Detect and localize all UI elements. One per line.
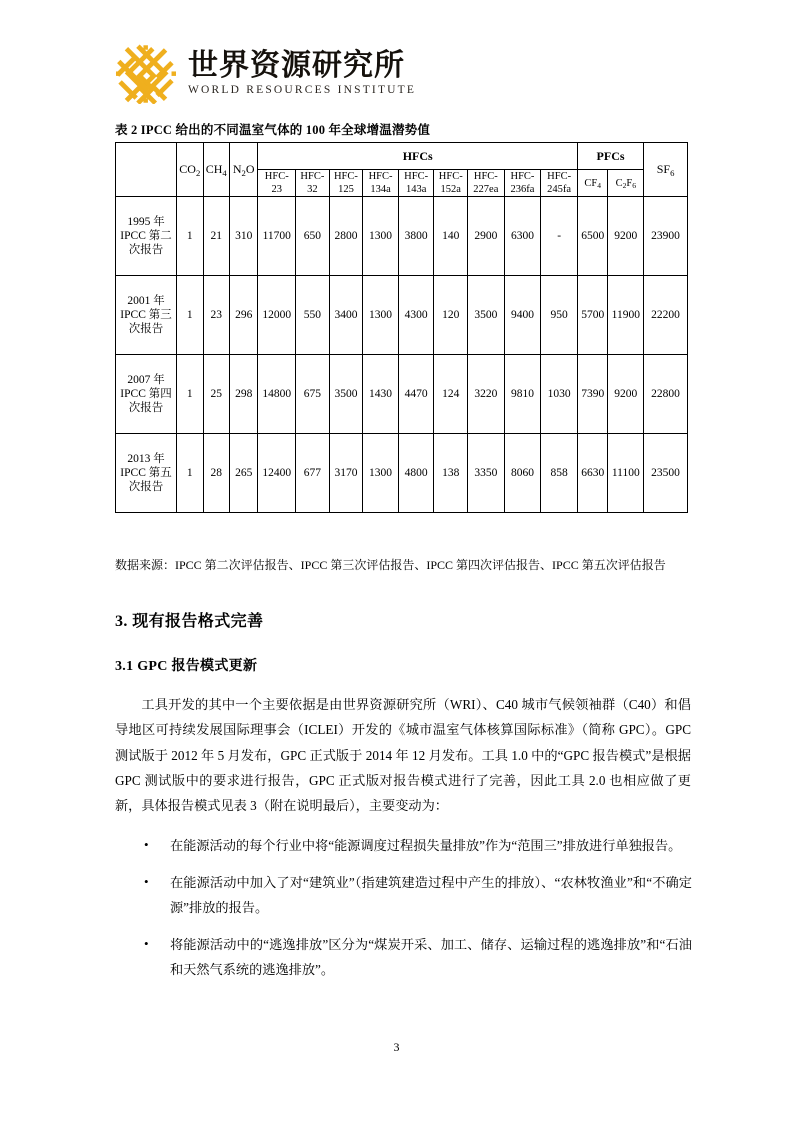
cell-hfc-152a: 140 bbox=[434, 197, 468, 276]
cell-cf4: 6630 bbox=[577, 434, 608, 513]
cell-hfc-236fa: 9810 bbox=[504, 355, 541, 434]
row-label: 2013 年 IPCC 第五次报告 bbox=[116, 434, 177, 513]
cell-n2o: 298 bbox=[229, 355, 257, 434]
section-heading-1: 3. 现有报告格式完善 bbox=[115, 613, 264, 630]
corner-blank-cell bbox=[116, 143, 177, 197]
cell-hfc-125: 3400 bbox=[329, 276, 363, 355]
cell-c2f6: 9200 bbox=[608, 355, 644, 434]
cell-sf6: 23900 bbox=[644, 197, 688, 276]
page-number: 3 bbox=[393, 1040, 400, 1054]
table-row bbox=[116, 197, 688, 276]
header-hfc-143a: HFC- 143a bbox=[398, 170, 434, 197]
cell-hfc-143a: 4800 bbox=[398, 434, 434, 513]
wri-logo bbox=[114, 44, 416, 104]
cell-hfc-134a: 1430 bbox=[363, 355, 399, 434]
list-item-text: 在能源活动的每个行业中将“能源调度过程损失量排放”作为“范围三”排放进行单独报告。 bbox=[170, 838, 682, 853]
cell-hfc-23: 14800 bbox=[258, 355, 296, 434]
cell-hfc-245fa: 950 bbox=[541, 276, 578, 355]
header-hfc-23: HFC- 23 bbox=[258, 170, 296, 197]
gwp-table bbox=[115, 142, 688, 513]
cell-ch4: 28 bbox=[203, 434, 229, 513]
cell-cf4: 7390 bbox=[577, 355, 608, 434]
header-co2: $CO_2$ bbox=[177, 143, 203, 197]
gwp-table-container bbox=[115, 142, 688, 513]
cell-cf4: 6500 bbox=[577, 197, 608, 276]
table-group-header-row bbox=[116, 143, 688, 170]
cell-hfc-143a: 4300 bbox=[398, 276, 434, 355]
cell-co2: 1 bbox=[177, 197, 203, 276]
cell-hfc-236fa: 6300 bbox=[504, 197, 541, 276]
cell-hfc-23: 12400 bbox=[258, 434, 296, 513]
header-n2o: $N_2O$ bbox=[229, 143, 257, 197]
cell-hfc-245fa: 1030 bbox=[541, 355, 578, 434]
cell-hfc-32: 550 bbox=[296, 276, 330, 355]
cell-c2f6: 11900 bbox=[608, 276, 644, 355]
header-ch4: $CH_4$ bbox=[203, 143, 229, 197]
list-item-text: 在能源活动中加入了对“建筑业”（指建筑建造过程中产生的排放）、“农林牧渔业”和“不确定源”排放的报告。 bbox=[170, 875, 692, 916]
bullet-marker-icon: • bbox=[144, 936, 149, 952]
cell-hfc-227ea: 3220 bbox=[468, 355, 505, 434]
table-source-note: 数据来源：IPCC 第二次评估报告、IPCC 第三次评估报告、IPCC 第四次评估报告、IPCC 第五次评估报告 bbox=[115, 558, 666, 572]
logo-english-name: WORLD RESOURCES INSTITUTE bbox=[188, 83, 417, 96]
header-hfc-32: HFC- 32 bbox=[296, 170, 330, 197]
cell-co2: 1 bbox=[177, 276, 203, 355]
cell-c2f6: 9200 bbox=[608, 197, 644, 276]
cell-hfc-125: 3500 bbox=[329, 355, 363, 434]
table-row bbox=[116, 355, 688, 434]
cell-hfc-143a: 3800 bbox=[398, 197, 434, 276]
row-label: 2001 年 IPCC 第三次报告 bbox=[116, 276, 177, 355]
body-paragraph: 工具开发的其中一个主要依据是由世界资源研究所（WRI）、C40 城市气候领袖群（C40）和倡导地区可持续发展国际理事会（ICLEI）开发的《城市温室气体核算国际标准》（简称 GPC）。GPC 测试版于 2012 年 5 月发布，GPC 正式版于 2014 年 12 月发布。工具 1.0 中的“GPC 报告模式”是根据 GPC 测试版中的要求进行报告，GPC 正式版对报告模式进行了完善，因此工具 2.0 也相应做了更新，具体报告模式见表 3（附在说明最后），主要变动为： bbox=[115, 697, 691, 814]
section-heading-2: 3.1 GPC 报告模式更新 bbox=[115, 659, 258, 674]
cell-co2: 1 bbox=[177, 355, 203, 434]
logo-chinese-name: 世界资源研究所 bbox=[188, 49, 405, 83]
cell-hfc-134a: 1300 bbox=[363, 434, 399, 513]
header-c2f6: $C_2F_6$ bbox=[608, 170, 644, 197]
cell-n2o: 310 bbox=[229, 197, 257, 276]
cell-ch4: 21 bbox=[203, 197, 229, 276]
table-caption: 表 2 IPCC 给出的不同温室气体的 100 年全球增温潜势值 bbox=[115, 123, 431, 137]
gwp-table-body bbox=[116, 197, 688, 513]
cell-hfc-245fa: - bbox=[541, 197, 578, 276]
cell-hfc-32: 650 bbox=[296, 197, 330, 276]
cell-hfc-143a: 4470 bbox=[398, 355, 434, 434]
bullet-list bbox=[144, 833, 692, 994]
header-hfc-227ea: HFC- 227ea bbox=[468, 170, 505, 197]
cell-hfc-236fa: 9400 bbox=[504, 276, 541, 355]
row-label: 1995 年 IPCC 第二次报告 bbox=[116, 197, 177, 276]
table-row bbox=[116, 434, 688, 513]
cell-ch4: 23 bbox=[203, 276, 229, 355]
header-hfc-134a: HFC- 134a bbox=[363, 170, 399, 197]
cell-sf6: 22800 bbox=[644, 355, 688, 434]
cell-hfc-23: 12000 bbox=[258, 276, 296, 355]
table-row bbox=[116, 276, 688, 355]
list-item bbox=[144, 833, 692, 858]
header-hfc-236fa: HFC- 236fa bbox=[504, 170, 541, 197]
cell-hfc-236fa: 8060 bbox=[504, 434, 541, 513]
cell-hfc-152a: 138 bbox=[434, 434, 468, 513]
cell-hfc-32: 677 bbox=[296, 434, 330, 513]
header-cf4: $CF_4$ bbox=[577, 170, 608, 197]
list-item bbox=[144, 932, 692, 982]
cell-n2o: 296 bbox=[229, 276, 257, 355]
list-item bbox=[144, 870, 692, 920]
cell-co2: 1 bbox=[177, 434, 203, 513]
cell-hfc-227ea: 2900 bbox=[468, 197, 505, 276]
cell-hfc-23: 11700 bbox=[258, 197, 296, 276]
cell-hfc-152a: 120 bbox=[434, 276, 468, 355]
wri-knot-logo-icon bbox=[114, 44, 178, 104]
header-sf6: $SF_6$ bbox=[644, 143, 688, 197]
header-hfc-125: HFC- 125 bbox=[329, 170, 363, 197]
row-label: 2007 年 IPCC 第四次报告 bbox=[116, 355, 177, 434]
cell-hfc-125: 3170 bbox=[329, 434, 363, 513]
cell-sf6: 22200 bbox=[644, 276, 688, 355]
cell-hfc-152a: 124 bbox=[434, 355, 468, 434]
header-group-pfcs: PFCs bbox=[577, 143, 643, 170]
cell-hfc-227ea: 3350 bbox=[468, 434, 505, 513]
cell-hfc-125: 2800 bbox=[329, 197, 363, 276]
cell-n2o: 265 bbox=[229, 434, 257, 513]
header-group-hfcs: HFCs bbox=[258, 143, 578, 170]
cell-hfc-32: 675 bbox=[296, 355, 330, 434]
bullet-marker-icon: • bbox=[144, 837, 149, 852]
cell-hfc-134a: 1300 bbox=[363, 276, 399, 355]
cell-sf6: 23500 bbox=[644, 434, 688, 513]
cell-hfc-245fa: 858 bbox=[541, 434, 578, 513]
header-hfc-245fa: HFC- 245fa bbox=[541, 170, 578, 197]
cell-ch4: 25 bbox=[203, 355, 229, 434]
cell-hfc-227ea: 3500 bbox=[468, 276, 505, 355]
bullet-marker-icon: • bbox=[144, 874, 149, 890]
cell-c2f6: 11100 bbox=[608, 434, 644, 513]
list-item-text: 将能源活动中的“逃逸排放”区分为“煤炭开采、加工、储存、运输过程的逃逸排放”和“石油和天然气系统的逃逸排放”。 bbox=[170, 937, 692, 978]
cell-cf4: 5700 bbox=[577, 276, 608, 355]
header-hfc-152a: HFC- 152a bbox=[434, 170, 468, 197]
cell-hfc-134a: 1300 bbox=[363, 197, 399, 276]
logo-wordmark bbox=[188, 50, 416, 98]
